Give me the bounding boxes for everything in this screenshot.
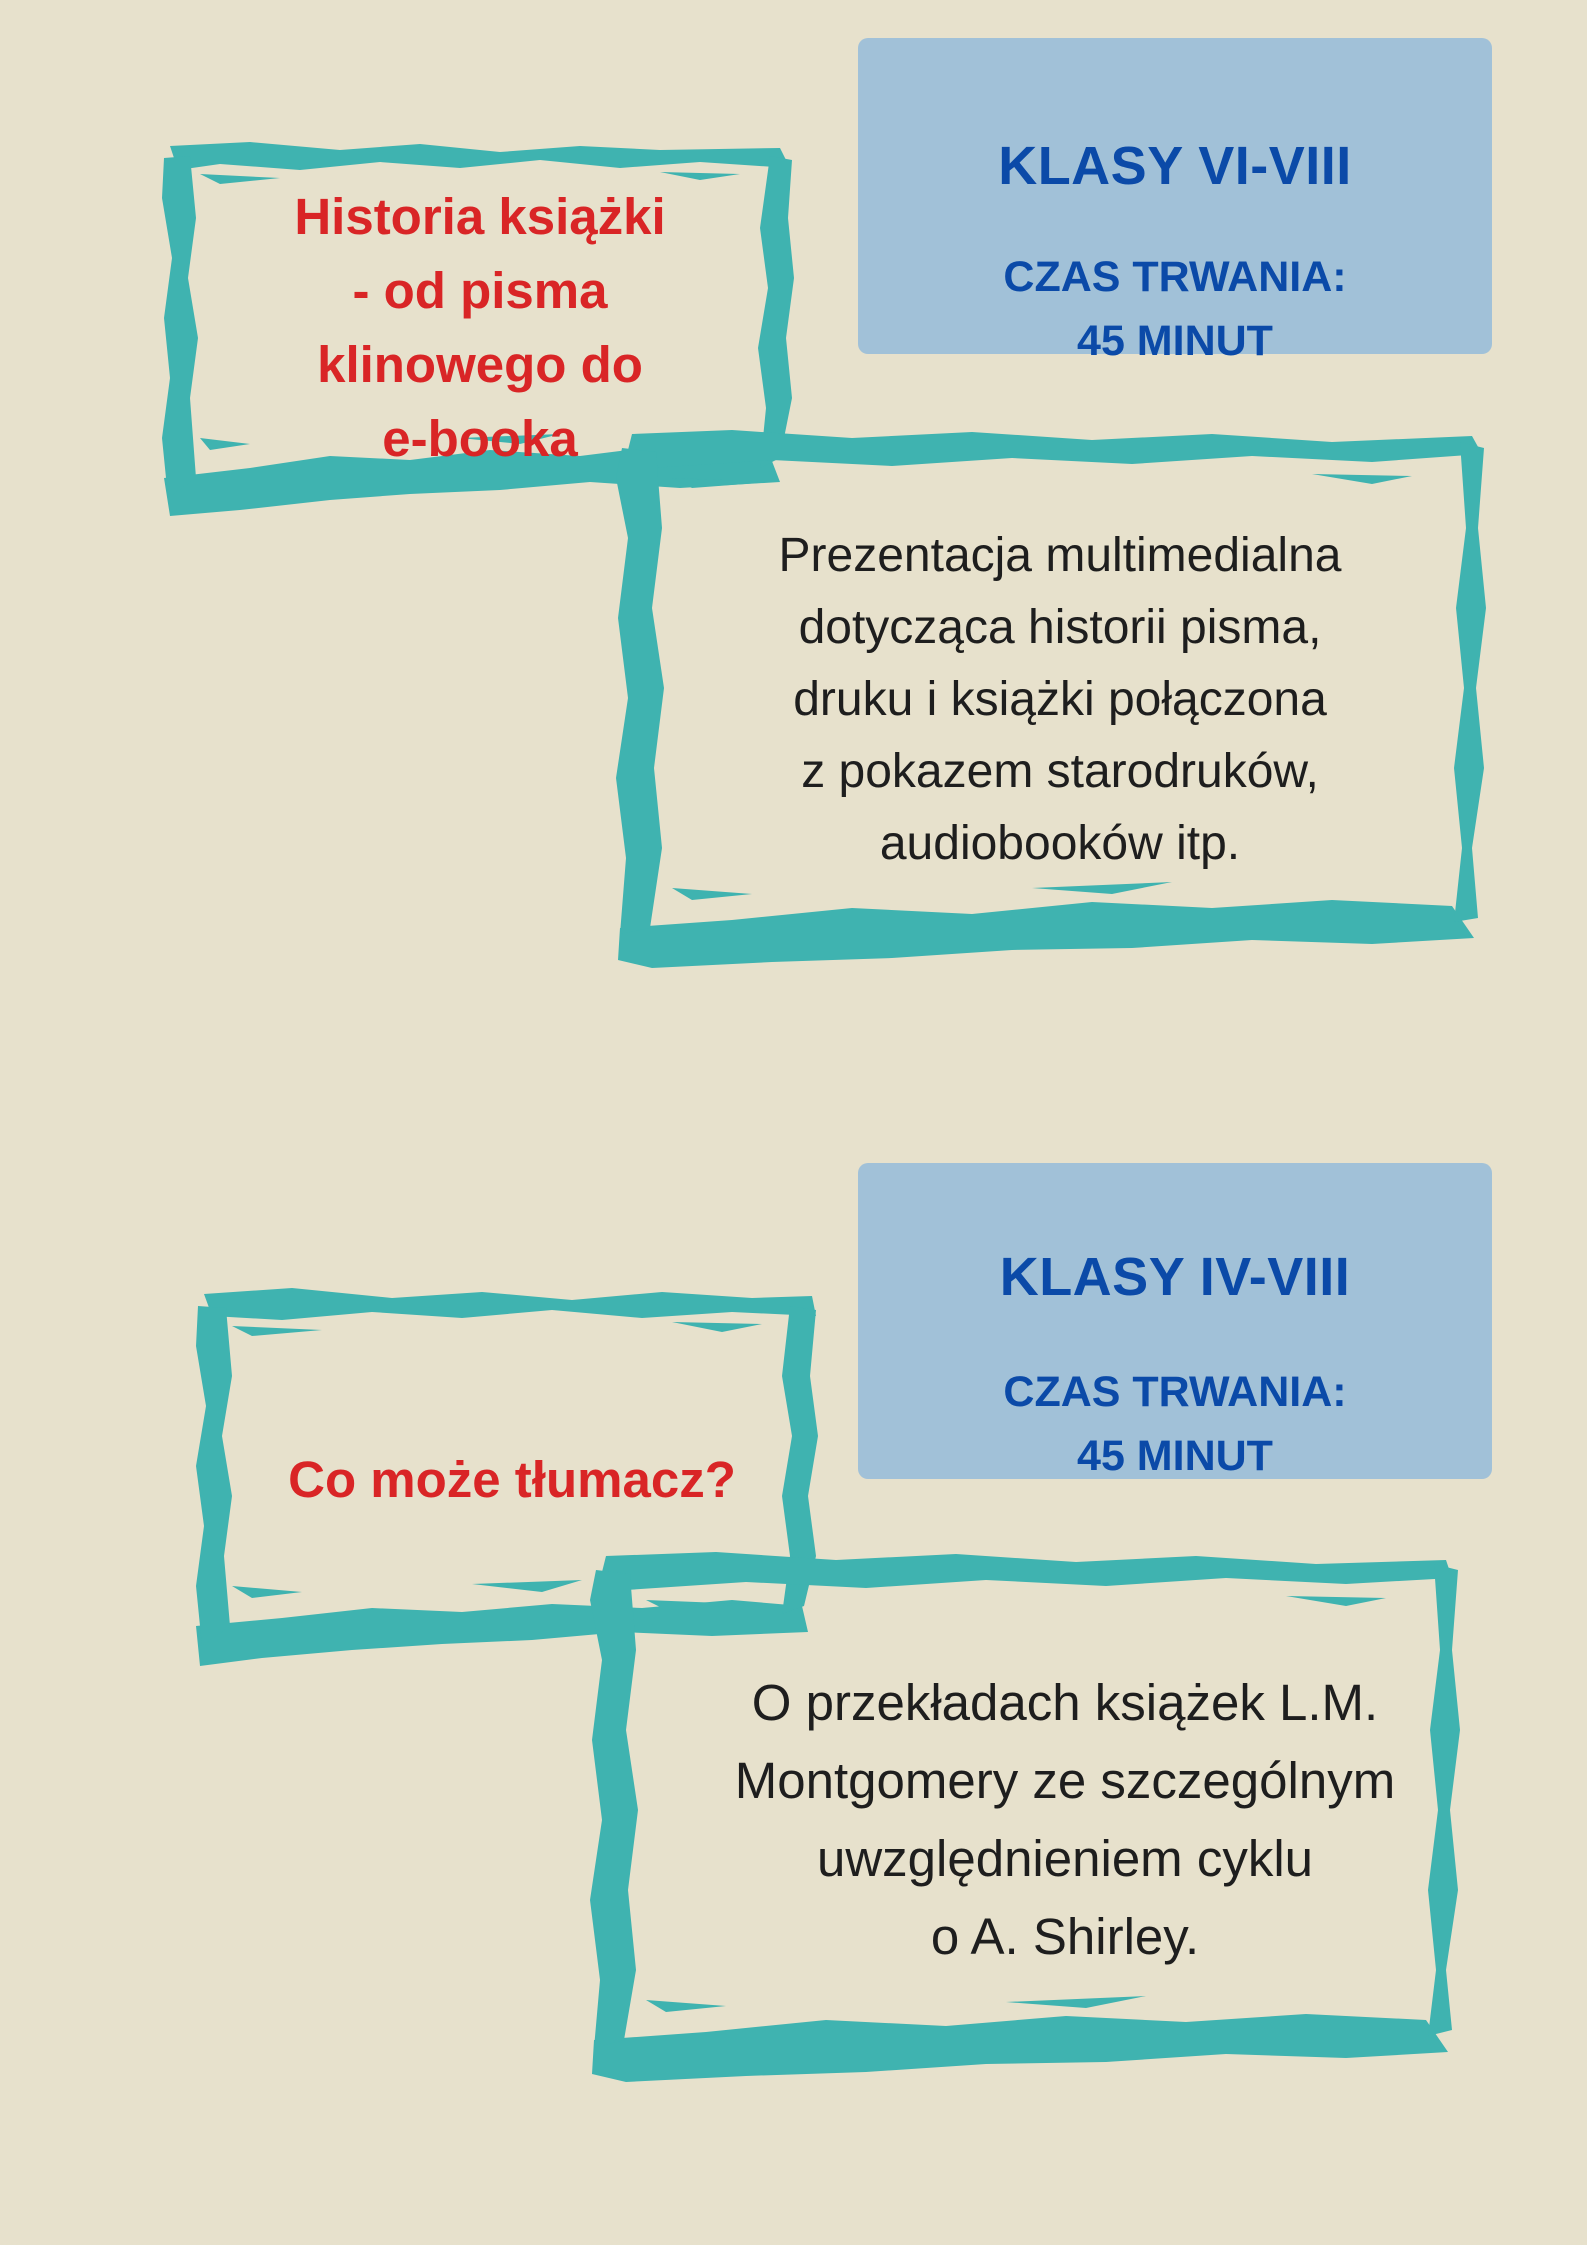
- workshop-1-title-line: e-booka: [382, 410, 578, 467]
- workshop-1-description-line: Prezentacja multimedialna: [778, 529, 1342, 582]
- workshop-2-title: [222, 1410, 802, 1550]
- workshop-1-classes: KLASY VI-VIII: [998, 136, 1352, 196]
- workshop-2-info-box: [858, 1163, 1492, 1479]
- workshop-1-description: [680, 520, 1440, 880]
- workshop-2-duration-label: CZAS TRWANIA:: [1003, 1368, 1347, 1416]
- workshop-1-info-box: [858, 38, 1492, 365]
- workshop-1-duration-value: 45 MINUT: [1077, 317, 1273, 365]
- workshop-2-description-line: uwzględnieniem cyklu: [816, 1830, 1314, 1887]
- workshop-2-classes: KLASY IV-VIII: [999, 1247, 1351, 1307]
- workshop-1-description-line: dotycząca historii pisma,: [798, 601, 1322, 654]
- workshop-1-duration-label: CZAS TRWANIA:: [1003, 253, 1347, 301]
- workshop-1-title-line: Historia książki: [294, 188, 666, 245]
- workshop-1-description-line: z pokazem starodruków,: [801, 745, 1319, 798]
- workshop-2-duration-value: 45 MINUT: [1077, 1432, 1273, 1480]
- workshop-2-title-line: Co może tłumacz?: [288, 1451, 736, 1508]
- workshop-1-title-line: - od pisma: [352, 262, 608, 319]
- workshop-1-description-line: audiobooków itp.: [879, 817, 1241, 870]
- workshop-1-title-line: klinowego do: [317, 336, 643, 393]
- workshop-1-description-line: druku i książki połączona: [793, 673, 1327, 726]
- workshop-2-description-line: Montgomery ze szczególnym: [734, 1752, 1396, 1809]
- workshop-2-description-line: O przekładach książek L.M.: [751, 1674, 1379, 1731]
- workshop-2-description-line: o A. Shirley.: [930, 1908, 1200, 1965]
- workshop-2-description: [660, 1664, 1470, 1976]
